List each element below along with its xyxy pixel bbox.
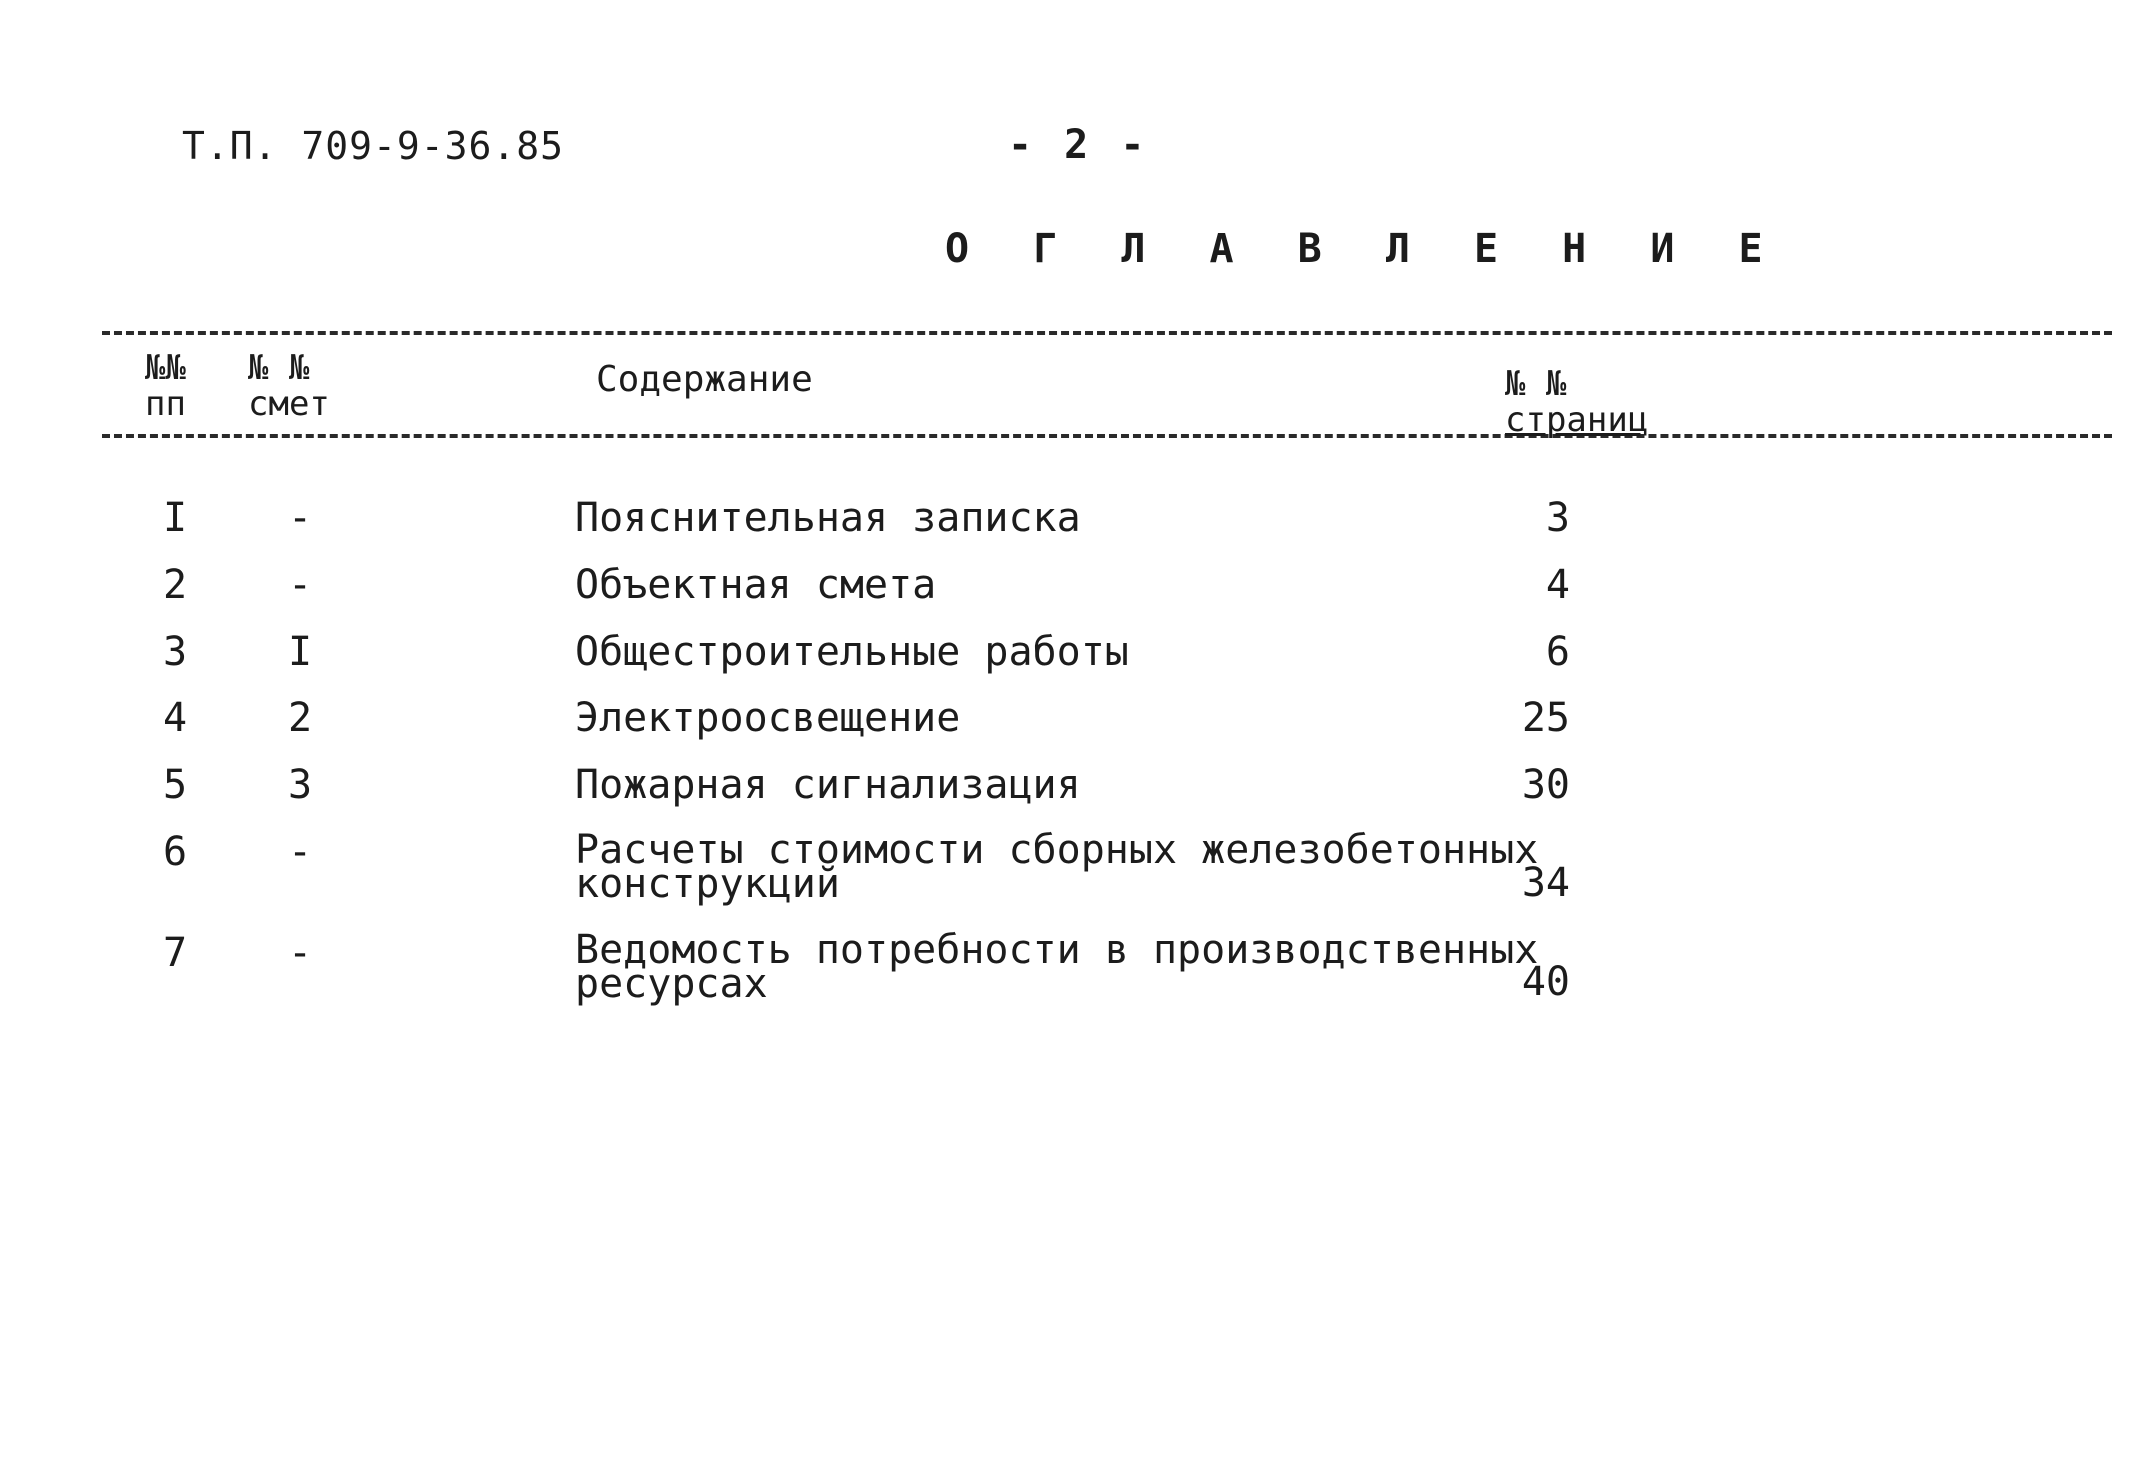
row-6-content-line2: конструкций (575, 861, 840, 907)
row-5-number: 5 (162, 762, 188, 808)
column-header-estimate-number-line2: смет (248, 384, 330, 424)
column-header-content: Содержание (596, 359, 813, 400)
row-3-estimate: I (287, 629, 313, 675)
row-4-content: Электроосвещение (575, 695, 961, 741)
column-header-estimate-number-line1: № № (248, 348, 310, 388)
row-1-estimate: - (287, 495, 313, 541)
row-5-estimate: 3 (287, 762, 313, 808)
page-number: - 2 - (1008, 122, 1149, 168)
row-6-estimate: - (287, 829, 313, 875)
row-5-page: 30 (1521, 762, 1570, 808)
table-header-bottom-rule (102, 434, 2112, 438)
row-7-number: 7 (162, 930, 188, 976)
row-2-estimate: - (287, 562, 313, 608)
row-7-content (575, 927, 1539, 1007)
column-header-page-numbers-line2: страниц (1505, 400, 1649, 440)
row-3-number: 3 (162, 629, 188, 675)
row-2-content: Объектная смета (575, 562, 937, 608)
row-6-page: 34 (1521, 860, 1570, 906)
row-3-page: 6 (1545, 629, 1570, 675)
row-1-page: 3 (1545, 495, 1570, 541)
row-5-content: Пожарная сигнализация (575, 762, 1081, 808)
row-1-number: I (162, 495, 188, 541)
table-header-top-rule (102, 331, 2112, 335)
column-header-item-number-line1: №№ (145, 348, 186, 388)
row-6-number: 6 (162, 829, 188, 875)
row-7-estimate: - (287, 930, 313, 976)
row-4-number: 4 (162, 695, 188, 741)
page-title: О Г Л А В Л Е Н И Е (945, 226, 1783, 272)
row-2-number: 2 (162, 562, 188, 608)
document-code: Т.П. 709-9-36.85 (182, 124, 565, 168)
row-4-estimate: 2 (287, 695, 313, 741)
row-7-content-line1: Ведомость потребности в производственных (575, 927, 1539, 973)
row-2-page: 4 (1545, 562, 1570, 608)
row-6-content-line1: Расчеты стоимости сборных железобетонных (575, 827, 1539, 873)
row-3-content: Общестроительные работы (575, 629, 1129, 675)
row-7-page: 40 (1521, 959, 1570, 1005)
column-header-item-number-line2: пп (145, 384, 186, 424)
column-header-page-numbers-line1: № № (1505, 364, 1567, 404)
row-6-content (575, 827, 1539, 907)
column-header-item-number (145, 350, 186, 422)
column-header-page-numbers (1505, 366, 1648, 438)
column-header-estimate-number (248, 350, 330, 422)
row-7-content-line2: ресурсах (575, 961, 768, 1007)
row-4-page: 25 (1521, 695, 1570, 741)
row-1-content: Пояснительная записка (575, 495, 1081, 541)
